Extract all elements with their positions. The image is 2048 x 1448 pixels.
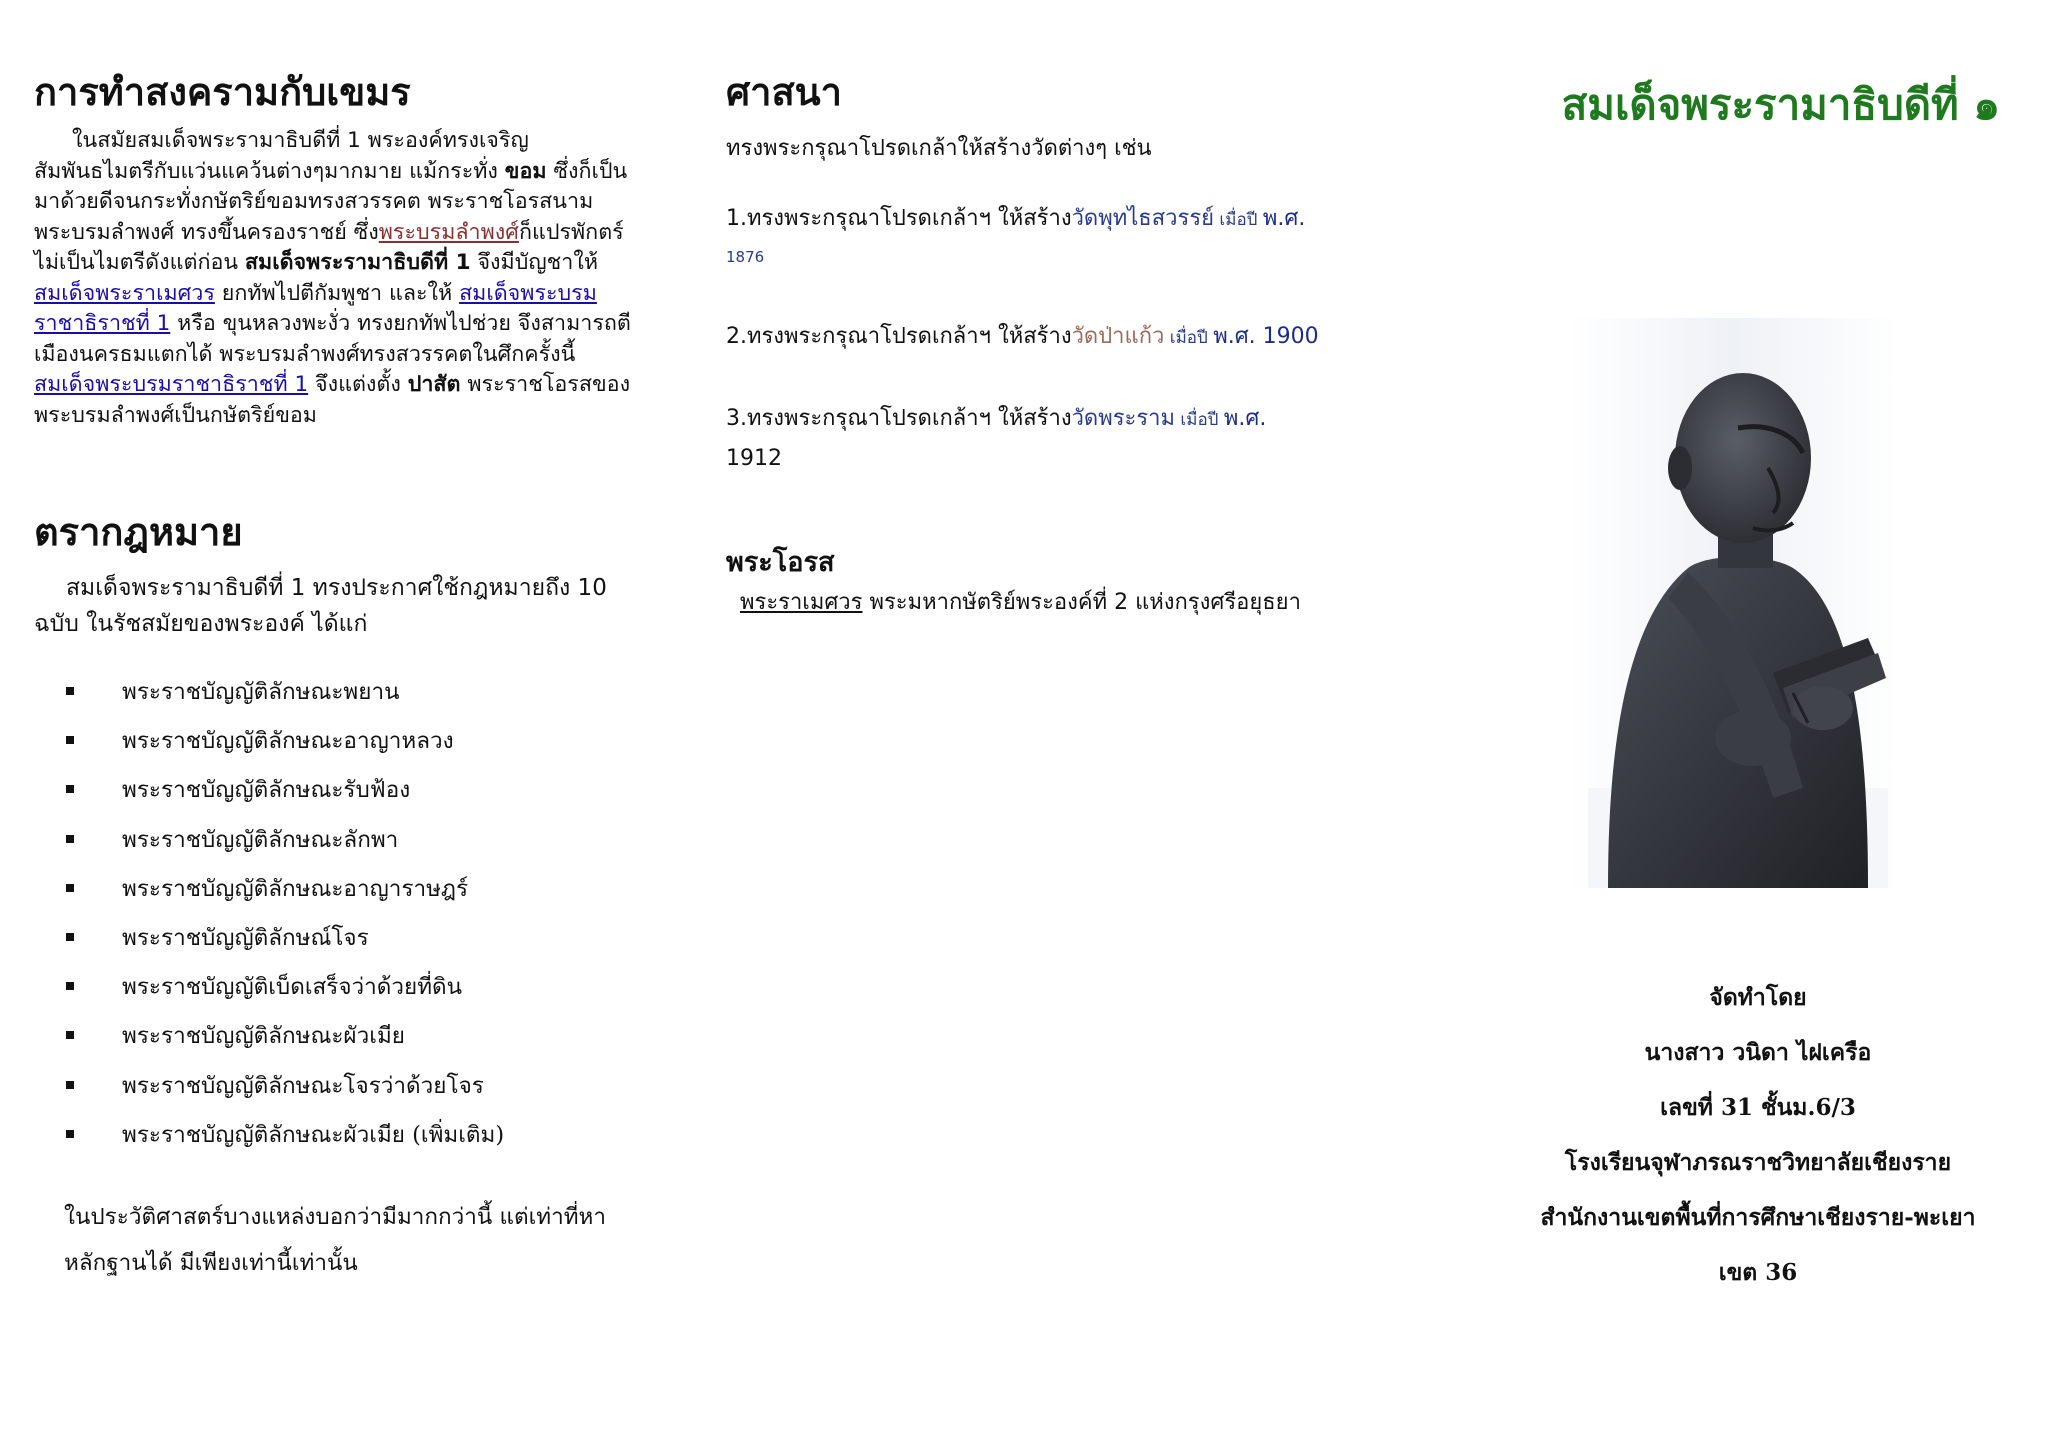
statue-image [1568, 318, 1898, 888]
king-bold: สมเด็จพระรามาธิบดีที่ 1 [244, 250, 471, 275]
credit-line: นางสาว วนิดา ไฝเครือ [1644, 1039, 1872, 1066]
temple-item-1 [726, 200, 1305, 235]
law-item-label: พระราชบัญญัติลักษณะโจรว่าด้วยโจร [122, 1072, 484, 1099]
bullet-icon [66, 736, 74, 744]
temple-when: เมื่อปี [1164, 328, 1214, 348]
link-ramesuan[interactable]: สมเด็จพระราเมศวร [34, 280, 215, 306]
law-item-label: พระราชบัญญัติลักษณะลักพา [122, 826, 399, 853]
war-text-2: ซึ่งก็เป็นมาด้วยดีจนกระทั่งกษัตริย์ขอมทรงสวรรคต พระราชโอรสนาม พระบรมลำพงศ์ ทรงขึ้นครองราชย์ ซึ่ง [34, 158, 628, 245]
credit-line: จัดทำโดย [1709, 984, 1807, 1011]
temple-item-2 [726, 318, 1319, 353]
heir-section-title: พระโอรส [726, 547, 835, 578]
list-item [34, 822, 504, 871]
list-item [34, 969, 504, 1018]
law-list [34, 674, 504, 1166]
credit-line: โรงเรียนจุฬาภรณราชวิทยาลัยเชียงราย [1564, 1149, 1952, 1176]
religion-section-title: ศาสนา [726, 70, 842, 114]
khmer-bold: ขอม [504, 158, 547, 184]
bullet-icon [66, 785, 74, 793]
list-item [34, 1018, 504, 1067]
war-text-8: พระราชโอรสของพระบรมลำพงศ์เป็นกษัตริย์ขอม [34, 372, 631, 428]
link-borommaracha-2[interactable]: สมเด็จพระบรมราชาธิราชที่ 1 [34, 372, 309, 397]
list-item [34, 1117, 504, 1166]
bullet-icon [66, 1031, 74, 1039]
war-text-1: ในสมัยสมเด็จพระรามาธิบดีที่ 1 พระองค์ทรงเจริญสัมพันธไมตรีกับแว่นแคว้นต่างๆมากมาย แม้กระทั่ง [34, 128, 529, 184]
religion-intro: ทรงพระกรุณาโปรดเกล้าให้สร้างวัดต่างๆ เช่น [726, 136, 1152, 161]
law-item-label: พระราชบัญญัติเบ็ดเสร็จว่าด้วยที่ดิน [122, 974, 463, 1001]
heir-line [740, 584, 1301, 619]
war-text-4: จึงมีบัญชาให้ [470, 250, 599, 275]
law-note: ในประวัติศาสตร์บางแหล่งบอกว่ามีมากกว่านี้ แต่เท่าที่หาหลักฐานได้ มีเพียงเท่านี้เท่านั้น [64, 1204, 607, 1276]
temple-item-prefix: 1.ทรงพระกรุณาโปรดเกล้าฯ ให้สร้าง [726, 206, 1072, 231]
pasat-bold: ปาสัต [407, 372, 461, 397]
law-item-label: พระราชบัญญัติลักษณะผัวเมีย (เพิ่มเติม) [122, 1121, 505, 1148]
temple-item-3-year: 1912 [726, 446, 782, 471]
bullet-icon [66, 835, 74, 843]
bullet-icon [66, 1130, 74, 1138]
law-item-label: พระราชบัญญัติลักษณะอาญาหลวง [122, 728, 454, 755]
heir-text: พระมหากษัตริย์พระองค์ที่ 2 แห่งกรุงศรีอยุธยา [862, 590, 1301, 615]
bullet-icon [66, 933, 74, 941]
bullet-icon [66, 1081, 74, 1089]
law-section-title: ตรากฎหมาย [34, 510, 243, 554]
list-item [34, 723, 504, 772]
statue-icon [1568, 318, 1898, 888]
list-item [34, 871, 504, 920]
law-item-label: พระราชบัญญัติลักษณะอาญาราษฎร์ [122, 875, 469, 902]
temple-year: 1900 [1262, 324, 1319, 349]
law-item-label: พระราชบัญญัติลักษณะผัวเมีย [122, 1023, 405, 1050]
page-title: สมเด็จพระรามาธิบดีที่ ๑ [1561, 80, 2000, 129]
war-text-3: ก็แปรพักตร์ไม่เป็นไมตรีดังแต่ก่อน [34, 219, 624, 275]
temple-name: วัดพระราม [1071, 406, 1176, 431]
temple-era: พ.ศ. [1213, 324, 1256, 349]
war-text-5: ยกทัพไปตีกัมพูชา และให้ [214, 280, 460, 306]
temple-item-3 [726, 400, 1266, 435]
temple-item-prefix: 3.ทรงพระกรุณาโปรดเกล้าฯ ให้สร้าง [726, 406, 1072, 431]
right-column [1478, 0, 2048, 1448]
credit-line: สำนักงานเขตพื้นที่การศึกษาเชียงราย-พะเยา [1540, 1204, 1976, 1231]
credit-line: เขต 36 [1718, 1259, 1798, 1286]
credit-line: เลขที่ 31 ชั้นม.6/3 [1660, 1094, 1856, 1121]
bullet-icon [66, 982, 74, 990]
list-item [34, 1068, 504, 1117]
law-intro: สมเด็จพระรามาธิบดีที่ 1 ทรงประกาศใช้กฎหมายถึง 10 ฉบับ ในรัชสมัยของพระองค์ ได้แก่ [34, 575, 607, 637]
temple-era: พ.ศ. [1223, 406, 1267, 431]
law-item-label: พระราชบัญญัติลักษณะพยาน [122, 679, 400, 705]
temple-era: พ.ศ. [1262, 206, 1306, 231]
temple-name: วัดพุทไธสวรรย์ [1071, 206, 1215, 231]
temple-when: เมื่อปี [1214, 210, 1263, 230]
list-item [34, 674, 504, 723]
war-text-6: หรือ ขุนหลวงพะงั่ว ทรงยกทัพไปช่วย จึงสามารถตีเมืองนครธมแตกได้ พระบรมลำพงศ์ทรงสวรรคตในศึกครั้งนี้ [34, 311, 631, 367]
war-paragraph [34, 126, 634, 431]
link-borommaracha[interactable]: สมเด็จพระบรมราชาธิราชที่ 1 [34, 280, 597, 336]
law-item-label: พระราชบัญญัติลักษณะรับฟ้อง [122, 777, 411, 804]
war-text-7: จึงแต่งตั้ง [308, 372, 408, 397]
link-borom-lamphong[interactable]: พระบรมลำพงศ์ [378, 219, 519, 245]
temple-item-1-year: 1876 [726, 248, 765, 266]
credits [1478, 970, 2038, 1300]
bullet-icon [66, 687, 74, 695]
war-section-title: การทำสงครามกับเขมร [34, 70, 411, 114]
list-item [34, 772, 504, 821]
law-item-label: พระราชบัญญัติลักษณ์โจร [122, 924, 369, 951]
temple-when: เมื่อปี [1175, 410, 1224, 430]
bullet-icon [66, 884, 74, 892]
link-ramesuan-heir[interactable]: พระราเมศวร [740, 590, 863, 615]
temple-item-prefix: 2.ทรงพระกรุณาโปรดเกล้าฯ ให้สร้าง [726, 324, 1072, 349]
list-item [34, 920, 504, 969]
temple-name: วัดป่าแก้ว [1071, 324, 1165, 349]
